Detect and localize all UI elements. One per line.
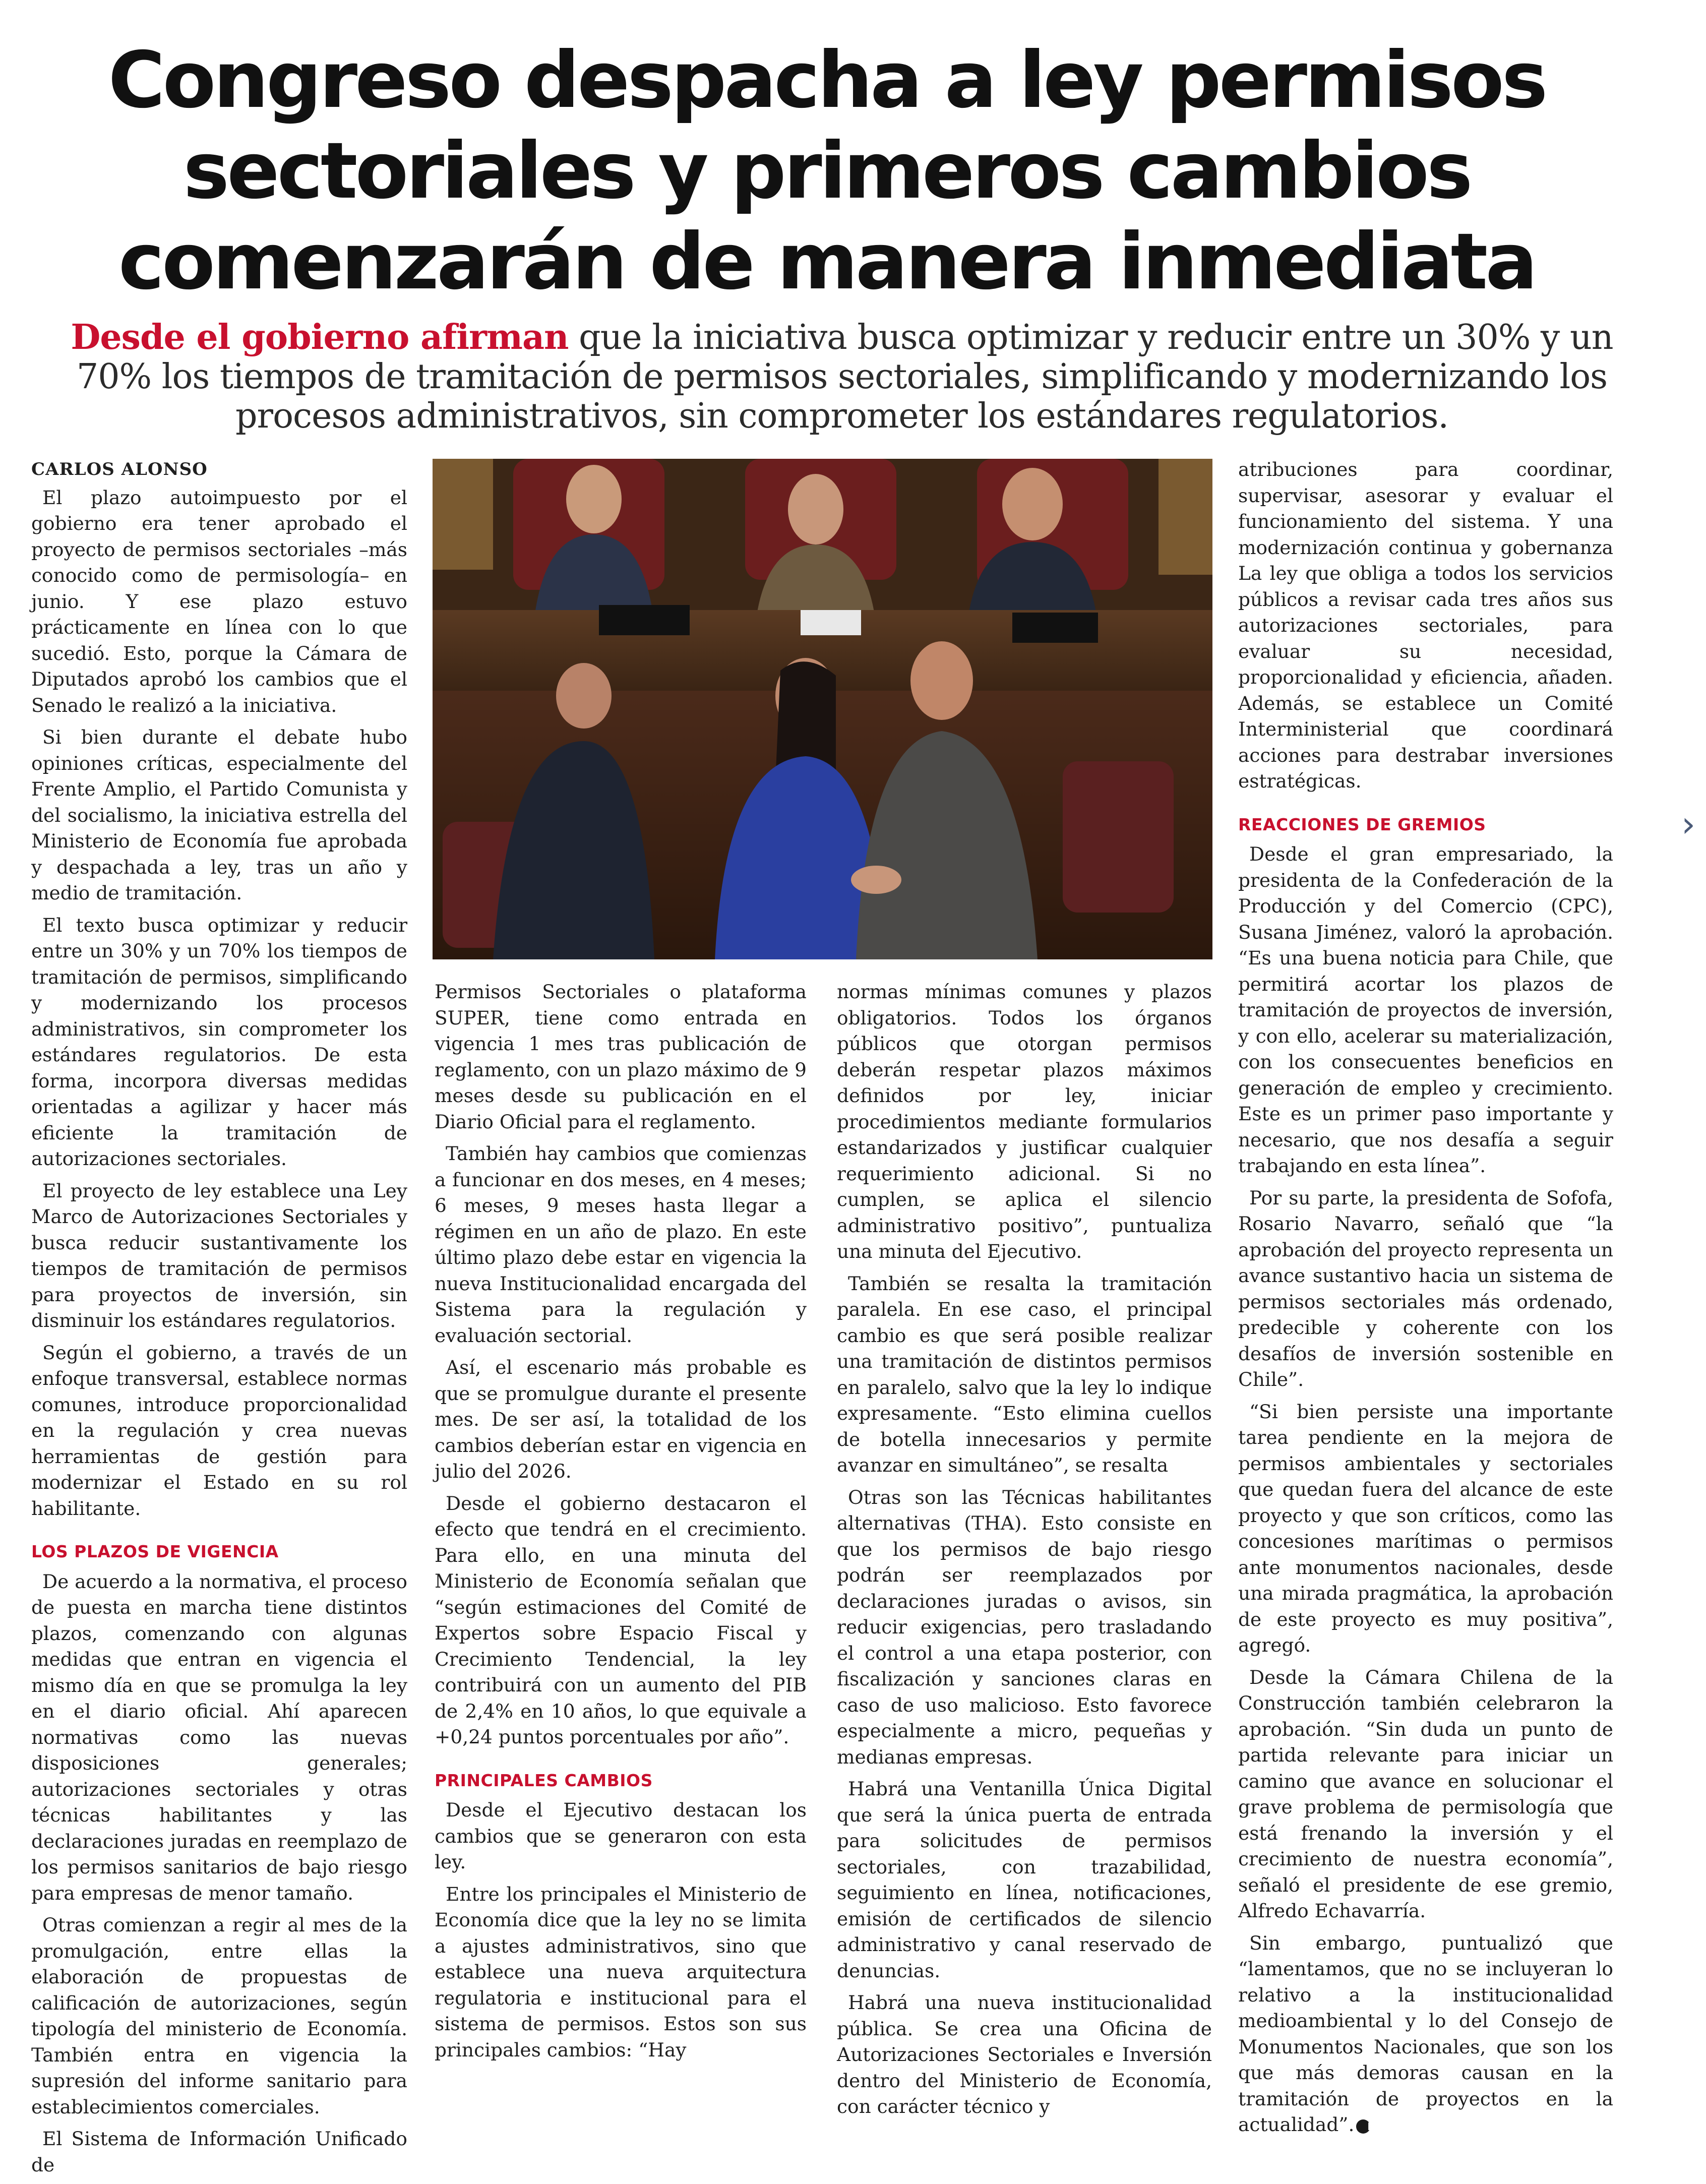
- paragraph: El plazo autoimpuesto por el gobierno era tener aprobado el proyecto de permisos sectoriales –más conocido como de permisología– en junio. Y ese plazo estuvo prácticamente en línea con lo que sucedió. Esto, porque la Cámara de Diputados aprobó los cambios que el Senado le realizó a la iniciativa.: [31, 486, 407, 716]
- paragraph: De acuerdo a la normativa, el proceso de puesta en marcha tiene distintos plazos, comenzando con algunas medidas que entran en vigencia el mismo día en que se promulga la ley en el diario oficial. Ahí aparecen normativas como las nuevas disposiciones generales; autorizaciones sectoriales y otras técnicas habilitantes y las declaraciones juradas en reemplazo de los permisos sanitarios de bajo riesgo para empresas de menor tamaño.: [31, 1570, 407, 1904]
- headline: Congreso despacha a ley permisos sectoriales y primeros cambios comenzarán de manera inmediata: [108, 35, 1546, 307]
- paragraph: También se resalta la tramitación paralela. En ese caso, el principal cambio es que será posible realizar una tramitación de distintos permisos en paralelo, salvo que la ley lo indique expresamente. “Esto elimina cuellos de botella innecesarios y permite avanzar en simultáneo”, se resalta: [837, 1272, 1212, 1476]
- paragraph: También hay cambios que comienzas a funcionar en dos meses, en 4 meses; 6 meses, 9 meses hasta llegar a régimen en un año de plazo. En este último plazo debe estar en vigencia la nueva Institucionalidad encargada del Sistema para la regulación y evaluación sectorial.: [435, 1142, 807, 1347]
- paragraph: Otras son las Técnicas habilitantes alternativas (THA). Esto consiste en que los permisos de bajo riesgo podrán ser reemplazados por declaraciones juradas o avisos, sin reducir exigencias, pero trasladando el control a una etapa posterior, con fiscalización y sanciones claras en caso de uso malicioso. Esto favorece especialmente a micro, pequeñas y medianas empresas.: [837, 1486, 1212, 1768]
- chevron-right-icon[interactable]: ›: [1681, 804, 1695, 845]
- paragraph: El Sistema de Información Unificado de: [31, 2128, 407, 2176]
- paragraph: Otras comienzan a regir al mes de la promulgación, entre ellas la elaboración de propuestas de calificación de autorizaciones, según tipología del ministerio de Economía. También entra en vigencia la supresión del informe sanitario para establecimientos comerciales.: [31, 1914, 407, 2118]
- deck-text: que la iniciativa busca optimizar y reducir entre un 30% y un 70% los tiempos de tramitación de permisos sectoriales, simplificando y modernizando los procesos administrativos, sin comprometer los estándares regulatorios.: [76, 318, 1613, 436]
- paragraph: Permisos Sectoriales o plataforma SUPER, tiene como entrada en vigencia 1 mes tras publicación de reglamento, con un plazo máximo de 9 meses desde su publicación en el Diario Oficial para el reglamento.: [435, 981, 807, 1133]
- column-4: [1238, 457, 1613, 2144]
- paragraph: “Si bien persiste una importante tarea pendiente en la mejora de permisos ambientales y sectoriales que quedan fuera del alcance de este proyecto y que son críticos, como las concesiones marítimas o permisos ante monumentos nacionales, desde una mirada pragmática, la aprobación de este proyecto es muy positiva”, agregó.: [1238, 1400, 1613, 1656]
- deck: [30, 318, 1654, 436]
- end-mark-icon: P: [1356, 2119, 1370, 2134]
- paragraph: Si bien durante el debate hubo opiniones críticas, especialmente del Frente Amplio, el Partido Comunista y del socialismo, la iniciativa estrella del Ministerio de Economía fue aprobada y despachada a ley, tras un año y medio de tramitación.: [31, 726, 407, 904]
- paragraph: Desde la Cámara Chilena de la Construcción también celebraron la aprobación. “Sin duda un punto de partida relevante para iniciar un camino que avance en solucionar el grave problema de permisología que está frenando la inversión y el crecimiento de nuestra economía”, señaló el presidente de ese gremio, Alfredo Echavarría.: [1238, 1666, 1613, 1922]
- subhead-cambios: PRINCIPALES CAMBIOS: [435, 1770, 653, 1790]
- paragraph: Entre los principales el Ministerio de Economía dice que la ley no se limita a ajustes administrativos, sino que establece una nueva arquitectura regulatoria e institucional para el sistema de permisos. Estos son sus principales cambios: “Hay: [435, 1883, 807, 2061]
- paragraph: Desde el Ejecutivo destacan los cambios que se generaron con esta ley.: [435, 1799, 807, 1873]
- paragraph: Desde el gran empresariado, la presidenta de la Confederación de la Producción y del Comercio (CPC), Susana Jiménez, valoró la aprobación. “Es una buena noticia para Chile, que permitirá acortar los plazos de tramitación de proyectos de inversión, y con ello, acelerar su materialización, con los consecuentes beneficios en generación de empleo y crecimiento. Este es un primer paso importante y necesario, que nos desafía a seguir trabajando en esta línea”.: [1238, 843, 1613, 1177]
- photo-congress-session: [433, 459, 1212, 959]
- paragraph: El proyecto de ley establece una Ley Marco de Autorizaciones Sectoriales y busca reducir sustantivamente los tiempos de tramitación de permisos para proyectos de inversión, sin disminuir los estándares regulatorios.: [31, 1179, 407, 1331]
- paragraph: Así, el escenario más probable es que se promulgue durante el presente mes. De ser así, la totalidad de los cambios deberían estar en vigencia en julio del 2026.: [435, 1356, 807, 1482]
- paragraph: atribuciones para coordinar, supervisar, asesorar y evaluar el funcionamiento del sistema. Y una modernización continua y gobernanza La ley que obliga a todos los servicios públicos a revisar cada tres años sus autorizaciones sectoriales, para evaluar su necesidad, proporcionalidad y eficiencia, añaden. Además, se establece un Comité Interministerial que coordinará acciones para destrabar inversiones estratégicas.: [1238, 458, 1613, 792]
- paragraph: Por su parte, la presidenta de Sofofa, Rosario Navarro, señaló que “la aprobación del proyecto representa un avance sustantivo hacia un sistema de permisos sectoriales más ordenado, predecible y coherente con los desafíos de inversión sostenible en Chile”.: [1238, 1186, 1613, 1390]
- deck-lead: Desde el gobierno afirman: [71, 317, 569, 357]
- paragraph: Habrá una nueva institucionalidad pública. Se crea una Oficina de Autorizaciones Sectoriales e Inversión dentro del Ministerio de Economía, con carácter técnico y: [837, 1991, 1212, 2117]
- photo-illustration: [433, 459, 1212, 959]
- paragraph: Según el gobierno, a través de un enfoque transversal, establece normas comunes, introduce proporcionalidad en la regulación y crea nuevas herramientas de gestión para modernizar el Estado en su rol habilitante.: [31, 1341, 407, 1520]
- paragraph-last: [1238, 1930, 1613, 2138]
- column-1: [31, 457, 407, 2184]
- paragraph: Habrá una Ventanilla Única Digital que será la única puerta de entrada para solicitudes de permisos sectoriales, con trazabilidad, seguimiento en línea, notificaciones, emisión de certificados de silencio administrativo y canal reservado de denuncias.: [837, 1778, 1212, 1982]
- subhead-gremios: REACCIONES DE GREMIOS: [1238, 814, 1486, 834]
- byline: CARLOS ALONSO: [31, 459, 208, 479]
- subhead-plazos: LOS PLAZOS DE VIGENCIA: [31, 1542, 279, 1561]
- paragraph-last-text: Sin embargo, puntualizó que “lamentamos, que no se incluyeran lo relativo a la institucionalidad medioambiental y lo del Consejo de Monumentos Nacionales, que son los que más demoras causan en la tramitación de proyectos en la actualidad”.: [1238, 1931, 1613, 2136]
- column-2: [435, 979, 807, 2069]
- paragraph: El texto busca optimizar y reducir entre un 30% y un 70% los tiempos de tramitación de permisos, simplificando y modernizando los procesos administrativos, sin comprometer los estándares regulatorios. De esta forma, incorpora diversas medidas orientadas a agilizar y hacer más eficiente la tramitación de autorizaciones sectoriales.: [31, 914, 407, 1170]
- column-3: [837, 979, 1212, 2126]
- paragraph: Desde el gobierno destacaron el efecto que tendrá en el crecimiento. Para ello, en una minuta del Ministerio de Economía señalan que “según estimaciones del Comité de Expertos sobre Espacio Fiscal y Crecimiento Tendencial, la ley contribuirá con un aumento del PIB de 2,4% en 10 años, lo que equivale a +0,24 puntos porcentuales por año”.: [435, 1492, 807, 1748]
- paragraph: normas mínimas comunes y plazos obligatorios. Todos los órganos públicos que otorgan permisos deberán respetar plazos máximos definidos por ley, iniciar procedimientos mediante formularios estandarizados y justificar cualquier requerimiento adicional. Si no cumplen, se aplica el silencio administrativo positivo”, puntualiza una minuta del Ejecutivo.: [837, 981, 1212, 1262]
